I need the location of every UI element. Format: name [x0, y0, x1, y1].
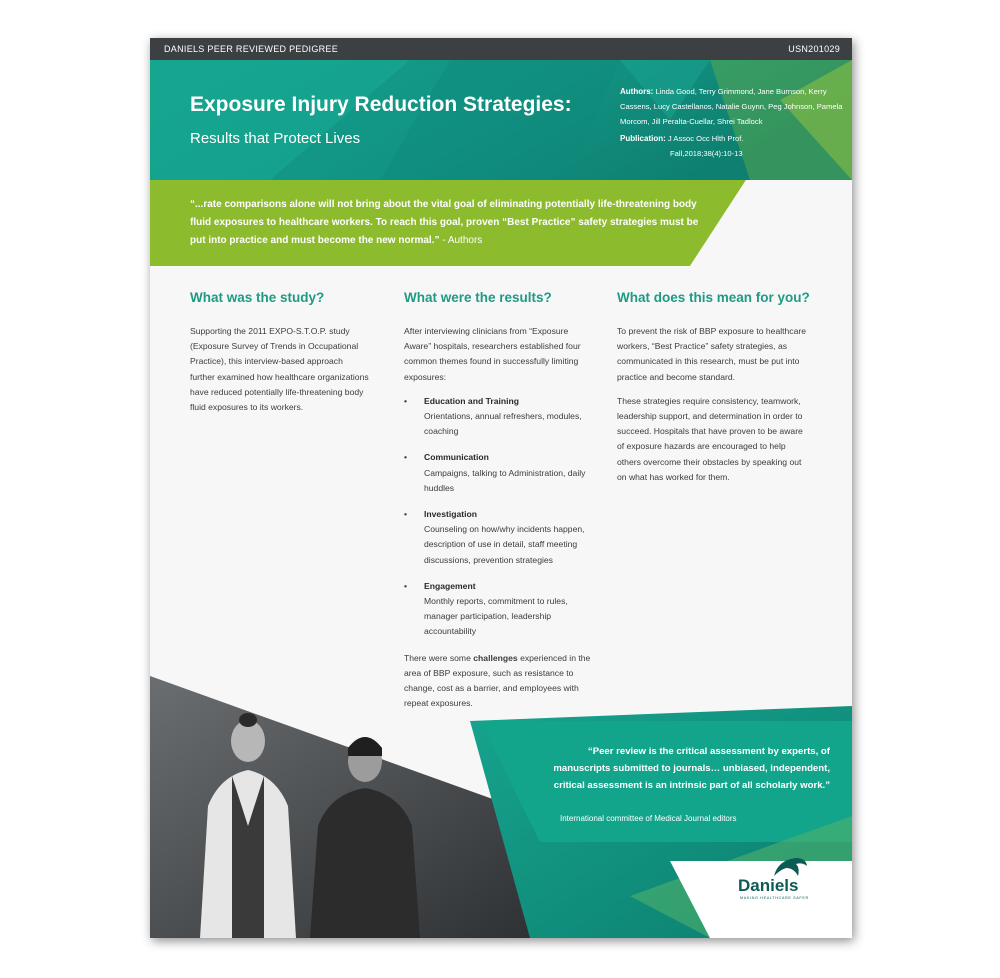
document-page [150, 38, 852, 938]
challenges-post: experienced in the area of BBP exposure, such as resistance to change, cost as a barrier, and employees with repeat exposures. [404, 652, 591, 709]
page-title: Exposure Injury Reduction Strategies: [190, 93, 572, 116]
results-intro: After interviewing clinicians from “Exposure Aware” hospitals, researchers established four common themes found in successfully limiting exposures: [404, 326, 581, 382]
list-item [404, 450, 592, 496]
list-item [404, 579, 592, 640]
list-item [404, 507, 592, 568]
study-heading: What was the study? [190, 290, 325, 305]
logo-tagline: MAKING HEALTHCARE SAFER [740, 896, 809, 900]
citation-block [620, 84, 845, 161]
authors-quote-text: “...rate comparisons alone will not bring about the vital goal of eliminating potentially life-threatening body fluid exposures to healthcare workers. To reach this goal, proven “Best Practice” safety strategies must be put into practice and must become the new normal.” [190, 199, 699, 246]
results-heading: What were the results? [404, 290, 552, 305]
challenges-pre: There were some [404, 652, 474, 663]
bullet: • [404, 395, 408, 406]
theme-text: Counseling on how/why incidents happen, description of use in detail, staff meeting discussions, prevention strategies [424, 524, 585, 565]
themes-list [404, 394, 592, 640]
meaning-column [617, 324, 807, 494]
theme-text: Campaigns, talking to Administration, daily huddles [424, 467, 586, 493]
authors-label: Authors: [620, 87, 654, 96]
challenges-bold: challenges [473, 652, 518, 663]
theme-title: Education and Training [424, 395, 520, 406]
authors-quote [190, 196, 710, 250]
authors-list: Linda Good, Terry Grimmond, Jane Burnson, Kerry Cassens, Lucy Castellanos, Natalie Guynn, Peg Johnson, Pamela Morcom, Jill Peralta-Cuellar, Shrei Tadlock [620, 87, 843, 126]
study-column [190, 324, 370, 424]
publication-line-1: J Assoc Occ Hlth Prof. [667, 134, 744, 143]
theme-text: Orientations, annual refreshers, modules, coaching [424, 411, 582, 437]
series-label: DANIELS PEER REVIEWED PEDIGREE [164, 44, 339, 54]
meaning-para-2: These strategies require consistency, teamwork, leadership support, and determination in order to succeed. Hospitals that have proven to be aware of exposure hazards are encouraged to help others overcome their obstacles by speaking out on what has worked for them. [617, 395, 803, 482]
logo-wordmark: Daniels [738, 876, 799, 895]
publication-label: Publication: [620, 134, 666, 143]
publication-line-2: Fall,2018;38(4):10-13 [670, 149, 743, 158]
meaning-heading: What does this mean for you? [617, 290, 810, 305]
theme-title: Investigation [424, 509, 478, 520]
peer-review-quote: “Peer review is the critical assessment by experts, of manuscripts submitted to journals… unbiased, independent, critical assessment is an intrinsic part of all scholarly work.” [553, 746, 830, 791]
page-subtitle: Results that Protect Lives [190, 130, 361, 147]
study-body: Supporting the 2011 EXPO-S.T.O.P. study (Exposure Survey of Trends in Occupational Practice), this interview-based approach further examined how healthcare organizations have reduced potentially life-threatening body fluid exposures to its workers. [190, 326, 369, 413]
list-item [404, 394, 592, 440]
bullet: • [404, 509, 408, 520]
daniels-logo [738, 856, 814, 906]
meaning-para-1: To prevent the risk of BBP exposure to healthcare workers, “Best Practice” safety strategies, as communicated in this research, must be put into practice and become standard. [617, 326, 807, 382]
challenges-paragraph [404, 651, 592, 712]
theme-title: Communication [424, 452, 489, 463]
bullet: • [404, 452, 408, 463]
document-id: USN201029 [788, 44, 840, 54]
peer-review-attribution: International committee of Medical Journal editors [560, 814, 737, 823]
top-bar [150, 38, 852, 60]
logo-mark-icon [772, 856, 808, 878]
results-column [404, 324, 592, 720]
authors-quote-attribution: - Authors [439, 235, 483, 246]
theme-title: Engagement [424, 580, 476, 591]
theme-text: Monthly reports, commitment to rules, manager participation, leadership accountability [424, 596, 568, 637]
bullet: • [404, 580, 408, 591]
